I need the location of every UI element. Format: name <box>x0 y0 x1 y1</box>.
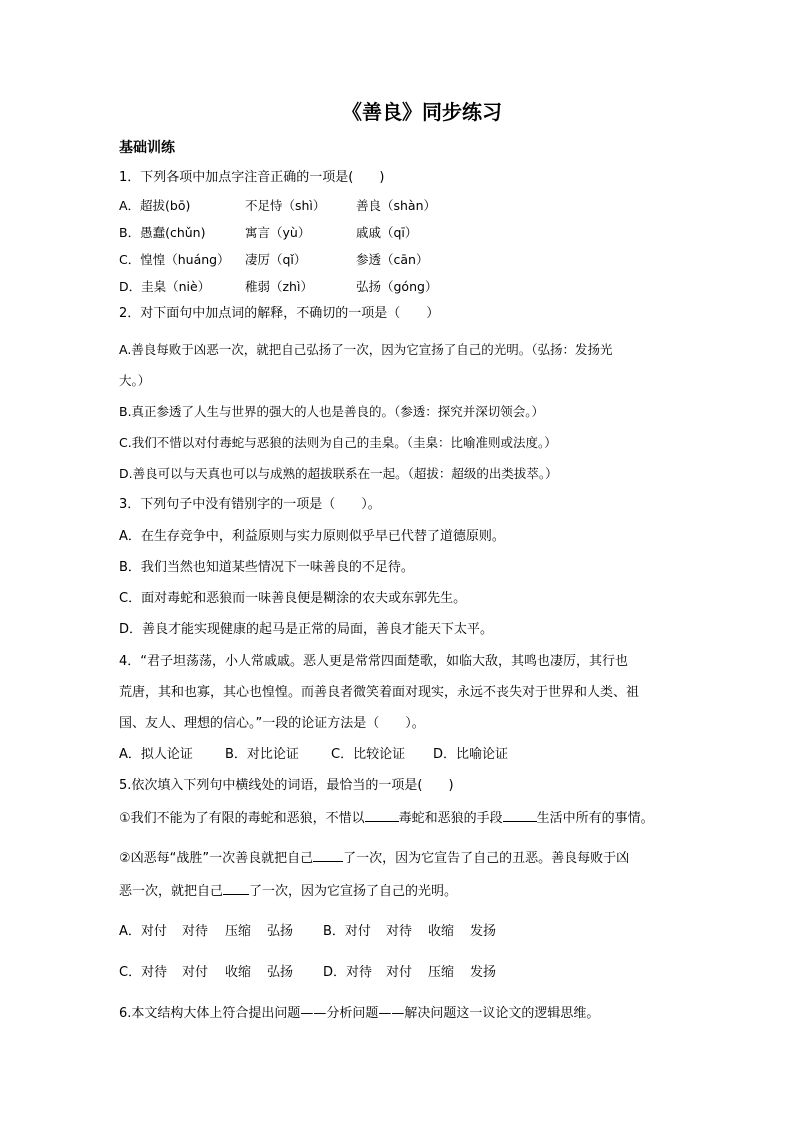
q5-blank-4 <box>223 881 249 895</box>
q5-b-1: B．对付 <box>323 924 371 939</box>
q5-c-3: 收缩 <box>225 965 252 980</box>
q4-line1: 4．“君子坦荡荡，小人常戚戚。恶人更是常常四面楚歌，如临大敌，其鸣也凄厉，其行也 <box>119 654 629 669</box>
q6-stem: 6.本文结构大体上符合提出问题——分析问题——解决问题这一议论文的逻辑思维。 <box>119 1006 600 1021</box>
q4-line2: 荒唐，其和也寡，其心也惶惶。而善良者微笑着面对现实，永远不丧失对于世界和人类、祖 <box>119 685 640 700</box>
q5-s3-part-a: 恶一次，就把自己 <box>119 884 224 899</box>
q4-option-c: C．比较论证 <box>331 747 406 762</box>
page-title: 《善良》同步练习 <box>342 100 502 124</box>
q5-sentence-2 <box>119 848 629 868</box>
q5-b-4: 发扬 <box>470 924 497 939</box>
q2-option-b: B.真正参透了人生与世界的强大的人也是善良的。（参透：探究并深切领会。） <box>119 404 545 419</box>
q1-d-1: D．圭臬（niè） <box>119 279 211 294</box>
q2-option-a-line1: A.善良每败于凶恶一次，就把自己弘扬了一次，因为它宣扬了自己的光明。（弘扬：发扬光 <box>119 342 613 357</box>
q1-c-3: 参透（cān） <box>356 252 429 267</box>
q5-blank-2 <box>503 808 537 822</box>
q5-c-4: 弘扬 <box>267 965 294 980</box>
q5-a-2: 对待 <box>182 924 209 939</box>
q5-s2-part-a: ②凶恶每“战胜”一次善良就把自己 <box>119 851 314 866</box>
q1-a-1: A．超拔(bō) <box>119 198 191 213</box>
q3-option-b: B．我们当然也知道某些情况下一味善良的不足待。 <box>119 560 414 575</box>
q1-b-1: B．愚蠢(chǔn) <box>119 225 206 240</box>
q2-option-a-line2: 大。） <box>119 373 151 388</box>
q2-option-c: C.我们不惜以对付毒蛇与恶狼的法则为自己的圭臬。（圭臬：比喻准则或法度。） <box>119 435 557 450</box>
q5-a-3: 压缩 <box>225 924 252 939</box>
q5-s3-part-b: 了一次，因为它宣扬了自己的光明。 <box>249 884 458 899</box>
q1-a-3: 善良（shàn） <box>356 198 437 213</box>
q5-a-4: 弘扬 <box>267 924 294 939</box>
q5-a-1: A．对付 <box>119 924 167 939</box>
q2-stem: 2．对下面句中加点词的解释，不确切的一项是（ ） <box>119 306 440 321</box>
q1-stem: 1．下列各项中加点字注音正确的一项是( ) <box>119 170 385 185</box>
q3-stem: 3．下列句子中没有错别字的一项是（ ）。 <box>119 497 381 512</box>
q5-d-4: 发扬 <box>470 965 497 980</box>
q5-c-2: 对付 <box>182 965 209 980</box>
q5-sentence-3 <box>119 881 457 901</box>
q3-option-a: A．在生存竞争中，利益原则与实力原则似乎早已代替了道德原则。 <box>119 529 505 544</box>
q5-d-1: D．对待 <box>323 965 373 980</box>
q5-d-2: 对付 <box>386 965 413 980</box>
q5-s1-part-c: 生活中所有的事情。 <box>536 811 654 826</box>
q4-option-b: B．对比论证 <box>225 747 299 762</box>
q1-b-3: 戚戚（qī） <box>356 225 418 240</box>
q5-blank-3 <box>313 848 343 862</box>
q3-option-c: C．面对毒蛇和恶狼而一味善良便是糊涂的农夫或东郭先生。 <box>119 591 467 606</box>
q4-option-a: A．拟人论证 <box>119 747 193 762</box>
q5-s2-part-b: 了一次，因为它宣告了自己的丑恶。善良每败于凶 <box>343 851 630 866</box>
q1-a-2: 不足恃（shì） <box>245 198 326 213</box>
q1-d-2: 稚弱（zhì） <box>245 279 313 294</box>
section-heading: 基础训练 <box>119 140 175 156</box>
q5-c-1: C．对待 <box>119 965 168 980</box>
q5-sentence-1 <box>119 808 654 828</box>
q5-s1-part-a: ①我们不能为了有限的毒蛇和恶狼，不惜以 <box>119 811 365 826</box>
q1-d-3: 弘扬（góng） <box>356 279 438 294</box>
q5-stem: 5.依次填入下列句中横线处的词语，最恰当的一项是( ) <box>119 778 454 793</box>
q2-option-d: D.善良可以与天真也可以与成熟的超拔联系在一起。（超拔：超级的出类拔萃。） <box>119 466 558 481</box>
q5-b-3: 收缩 <box>428 924 455 939</box>
q4-line3: 国、友人、理想的信心。”一段的论证方法是（ ）。 <box>119 716 425 731</box>
q4-option-d: D．比喻论证 <box>433 747 509 762</box>
q3-option-d: D．善良才能实现健康的起马是正常的局面，善良才能天下太平。 <box>119 622 494 637</box>
q1-b-2: 寓言（yù） <box>245 225 311 240</box>
q5-b-2: 对待 <box>386 924 413 939</box>
q5-d-3: 压缩 <box>428 965 455 980</box>
q1-c-2: 凄厉（qǐ） <box>245 252 307 267</box>
q5-s1-part-b: 毒蛇和恶狼的手段 <box>398 811 503 826</box>
q5-blank-1 <box>365 808 399 822</box>
q1-c-1: C．惶惶（huáng） <box>119 252 230 267</box>
